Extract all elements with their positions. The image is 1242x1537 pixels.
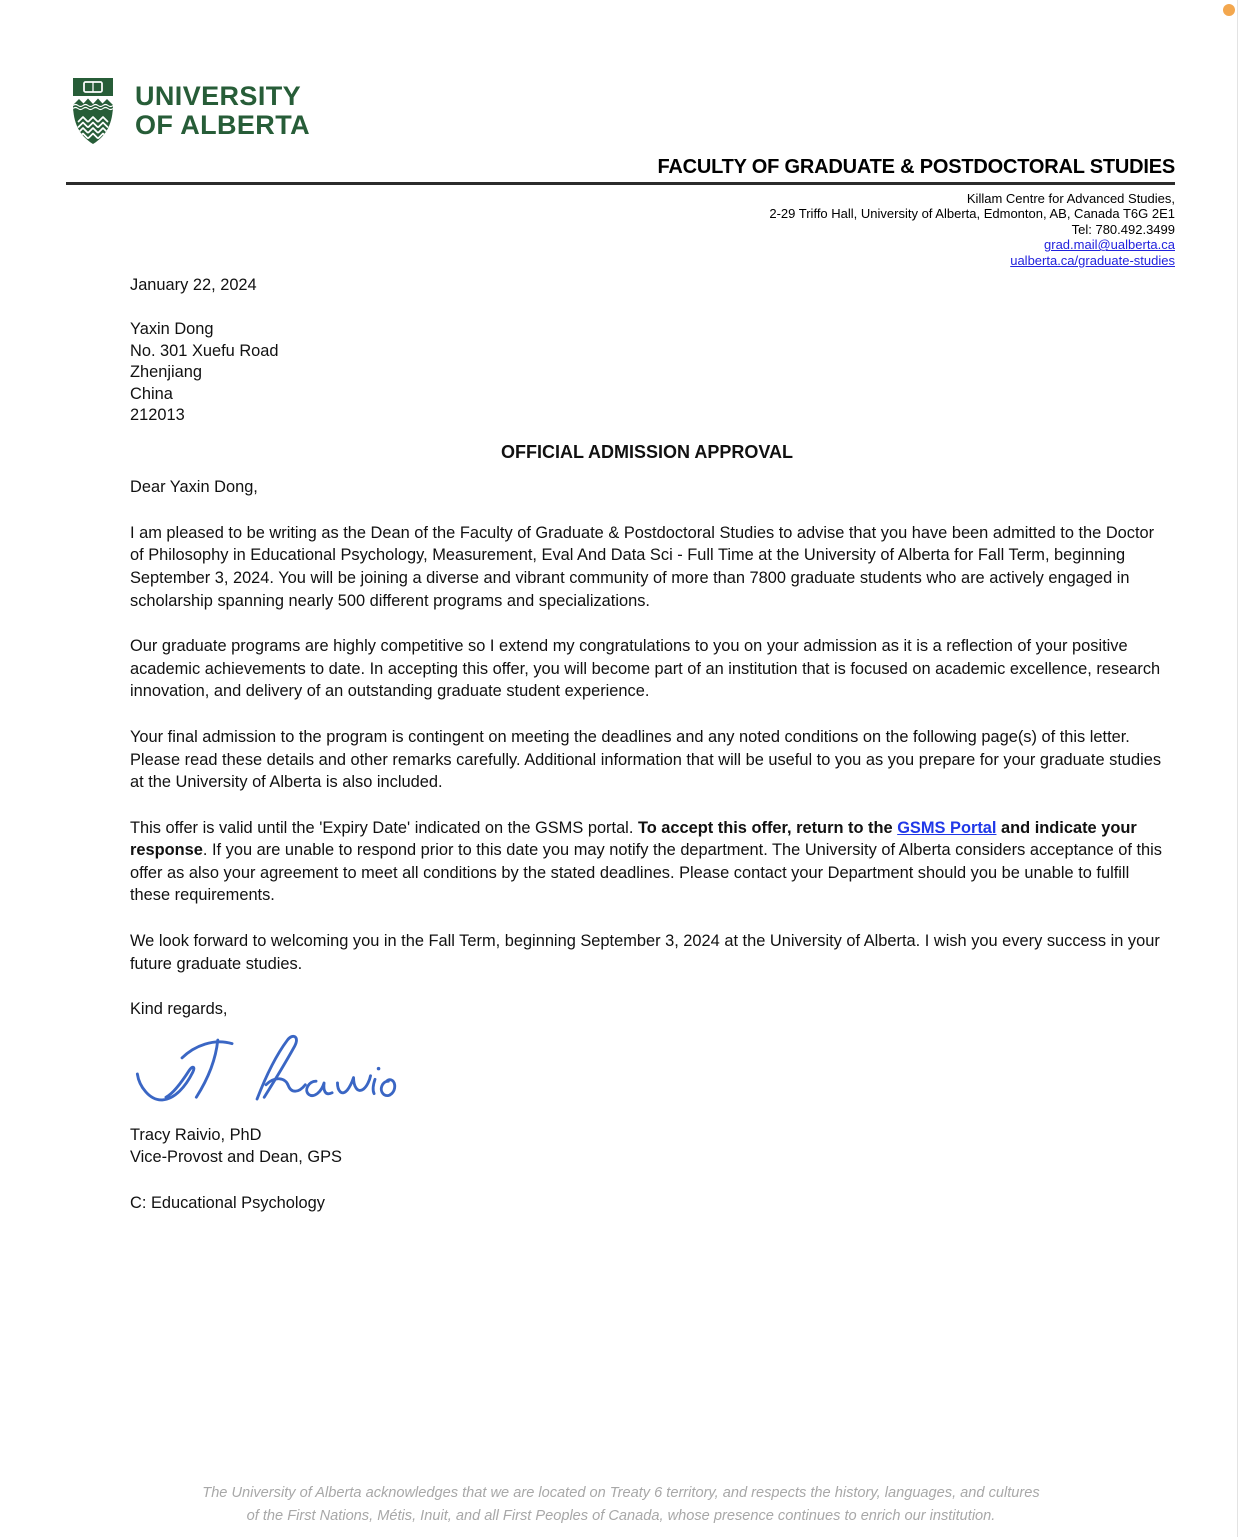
recipient-country: China <box>130 384 173 403</box>
offer-validity-intro: This offer is valid until the 'Expiry Date' indicated on the GSMS portal. <box>130 818 638 837</box>
letter-body <box>130 274 1164 1214</box>
closing: Kind regards, <box>130 1000 228 1019</box>
website-link[interactable]: ualberta.ca/graduate-studies <box>1010 252 1175 268</box>
salutation: Dear Yaxin Dong, <box>130 478 258 497</box>
gsms-portal-link[interactable]: GSMS Portal <box>897 818 997 837</box>
faculty-title: FACULTY OF GRADUATE & POSTDOCTORAL STUDIES <box>657 156 1175 178</box>
recipient-street: No. 301 Xuefu Road <box>130 341 279 360</box>
recipient-address <box>130 319 1164 427</box>
recipient-city: Zhenjiang <box>130 363 202 382</box>
land-acknowledgement-line2: of the First Nations, Métis, Inuit, and all First Peoples of Canada, whose presence continues to enrich our institution. <box>246 1508 996 1524</box>
contact-centre: Killam Centre for Advanced Studies, <box>966 190 1175 206</box>
university-shield-icon <box>70 76 116 146</box>
contact-tel: Tel: 780.492.3499 <box>1071 221 1175 237</box>
indicate-response-bold-text: and indicate your response <box>130 818 1137 860</box>
letterhead <box>0 0 1242 268</box>
subject-line: OFFICIAL ADMISSION APPROVAL <box>500 441 793 462</box>
orange-dot-marker-icon <box>1223 4 1235 16</box>
recipient-postal-code: 212013 <box>130 406 185 425</box>
paragraph-conditions: Your final admission to the program is contingent on meeting the deadlines and any noted conditions on the following page(s) of this letter. Please read these details and other remarks carefully. Additional information that will be useful to you as you prepare for your graduate studies at the University of Alberta is also included. <box>130 727 1162 792</box>
paragraph-offer-validity <box>130 817 1164 907</box>
letter-date: January 22, 2024 <box>130 276 257 295</box>
university-wordmark <box>135 82 310 140</box>
signer-name: Tracy Raivio, PhD <box>130 1125 262 1144</box>
handwritten-signature-image <box>132 1031 400 1117</box>
contact-address: 2-29 Triffo Hall, University of Alberta, Edmonton, AB, Canada T6G 2E1 <box>769 206 1175 222</box>
university-logo <box>70 76 1242 146</box>
wordmark-line1: UNIVERSITY <box>135 81 302 111</box>
paragraph-admission: I am pleased to be writing as the Dean of the Faculty of Graduate & Postdoctoral Studies to advise that you have been admitted to the Doctor of Philosophy in Educational Psychology, Measurement, Eval And Data Sci - Full Time at the University of Alberta for Fall Term, beginning September 3, 2024. You will be joining a diverse and vibrant community of more than 7800 graduate students who are actively engaged in scholarship spanning nearly 500 different programs and specializations. <box>130 523 1155 610</box>
cc-line: C: Educational Psychology <box>130 1194 325 1213</box>
paragraph-welcome: We look forward to welcoming you in the Fall Term, beginning September 3, 2024 at the University of Alberta. I wish you every success in your future graduate studies. <box>130 932 1160 973</box>
contact-block <box>0 191 1175 269</box>
land-acknowledgement <box>0 1482 1242 1528</box>
signer-title: Vice-Provost and Dean, GPS <box>130 1148 342 1167</box>
wordmark-line2: OF ALBERTA <box>135 110 310 140</box>
accept-offer-bold-text: To accept this offer, return to the <box>637 818 898 837</box>
header-rule <box>66 182 1175 185</box>
email-link[interactable]: grad.mail@ualberta.ca <box>1044 237 1175 253</box>
offer-validity-rest: . If you are unable to respond prior to this date you may notify the department. The University of Alberta considers acceptance of this offer as also your agreement to meet all conditions by the stated deadlines. Please contact your Department should you be unable to fulfill these requirements. <box>130 841 1162 905</box>
recipient-name: Yaxin Dong <box>130 320 214 339</box>
paragraph-congratulations: Our graduate programs are highly competitive so I extend my congratulations to you on your admission as it is a reflection of your positive academic achievements to date. In accepting this offer, you will become part of an institution that is focused on academic excellence, research innovation, and delivery of an outstanding graduate student experience. <box>130 637 1161 701</box>
land-acknowledgement-line1: The University of Alberta acknowledges that we are located on Treaty 6 territory, and respects the history, languages, and cultures <box>202 1485 1040 1501</box>
